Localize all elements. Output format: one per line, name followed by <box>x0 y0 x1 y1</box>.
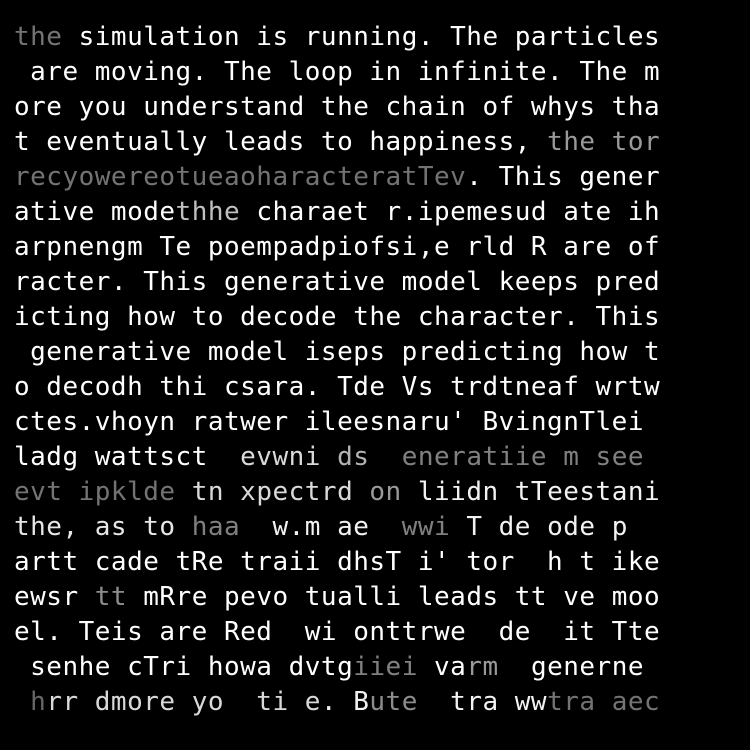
terminal-text-run: evwni <box>224 442 321 472</box>
terminal-text-run: charaet r.ipemesud ate ih <box>240 197 661 227</box>
terminal-text-run: tn xpectrd <box>175 477 370 507</box>
terminal-text-run: liidn tTeestani <box>401 477 661 507</box>
terminal-line <box>14 20 736 55</box>
terminal-text-run: artt cade tRe traii dhsT i' tor h t ike <box>14 547 661 577</box>
terminal-text-run: . B <box>320 687 370 717</box>
terminal-text-run: recyowereotueaoharacteratTev <box>14 162 467 192</box>
terminal-text-run: eneratiie m see <box>385 442 644 472</box>
terminal-text-run: ladg wattsct <box>14 442 224 472</box>
terminal-line <box>14 195 736 230</box>
terminal-text-run: ore you understand the chain of whys tha <box>14 92 661 122</box>
terminal-text-run: iiei <box>353 652 418 682</box>
terminal-line <box>14 580 736 615</box>
terminal-line <box>14 475 736 510</box>
terminal-text-run: tra ww <box>417 687 548 717</box>
terminal-text-run: rm <box>466 652 499 682</box>
terminal-text-run: tra aec <box>547 687 661 717</box>
terminal-line <box>14 510 736 545</box>
terminal-text-run: mRre pevo tualli leads tt ve moo <box>127 582 661 612</box>
terminal-line <box>14 545 736 580</box>
terminal-text-run: are moving. The loop in infinite. The m <box>14 57 661 87</box>
terminal-text-run: . This gener <box>466 162 661 192</box>
terminal-text-run: evt ipklde <box>14 477 176 507</box>
terminal-text <box>14 20 736 720</box>
terminal-text-run: the, as to <box>14 512 192 542</box>
terminal-line <box>14 90 736 125</box>
terminal-text-run: va <box>417 652 467 682</box>
terminal-line <box>14 615 736 650</box>
terminal-text-run: arpnengm Te poempadpiofsi,e rld R are of <box>14 232 661 262</box>
terminal-text-run: the <box>14 22 63 52</box>
terminal-line <box>14 685 736 720</box>
terminal-text-run: simulation is running. The particles <box>62 22 661 52</box>
terminal-text-run: ative mode <box>14 197 176 227</box>
terminal-text-run: thhe <box>175 197 241 227</box>
terminal-text-run: o decodh thi csara. Tde Vs trdtneaf wrtw <box>14 372 661 402</box>
terminal-line <box>14 335 736 370</box>
terminal-text-run: ute <box>369 687 418 717</box>
terminal-text-run: h <box>14 687 47 717</box>
terminal-line <box>14 300 736 335</box>
terminal-text-run: tt <box>94 582 128 612</box>
terminal-line <box>14 230 736 265</box>
terminal-text-run: senhe cTri howa dvtg <box>14 652 354 682</box>
terminal-text-run: ewsr <box>14 582 95 612</box>
terminal-text-run: ctes.vhoyn ratwer ileesnaru' BvingnTlei <box>14 407 644 437</box>
terminal-text-run: t eventually leads to happiness, <box>14 127 548 157</box>
terminal-text-run: el. Teis are Red wi onttrwe de it Tte <box>14 617 661 647</box>
terminal-line <box>14 440 736 475</box>
terminal-line <box>14 125 736 160</box>
terminal-text-run: generne <box>498 652 645 682</box>
terminal-text-run: rr dmore yo ti e <box>46 687 321 717</box>
terminal-text-run: wwi <box>385 512 451 542</box>
terminal-line <box>14 160 736 195</box>
terminal-text-run: w.m ae <box>240 512 386 542</box>
terminal-line <box>14 405 736 440</box>
terminal-text-run: ds <box>320 442 386 472</box>
terminal-text-run: on <box>369 477 402 507</box>
terminal-line <box>14 650 736 685</box>
terminal-line <box>14 370 736 405</box>
terminal-text-run: haa <box>191 512 241 542</box>
terminal-text-run: T de ode p <box>450 512 628 542</box>
terminal-line <box>14 55 736 90</box>
terminal-text-run: the tor <box>547 127 661 157</box>
terminal-text-run: generative model iseps predicting how t <box>14 337 661 367</box>
terminal-text-run: racter. This generative model keeps pred <box>14 267 661 297</box>
terminal-text-run: icting how to decode the character. This <box>14 302 661 332</box>
terminal-line <box>14 265 736 300</box>
